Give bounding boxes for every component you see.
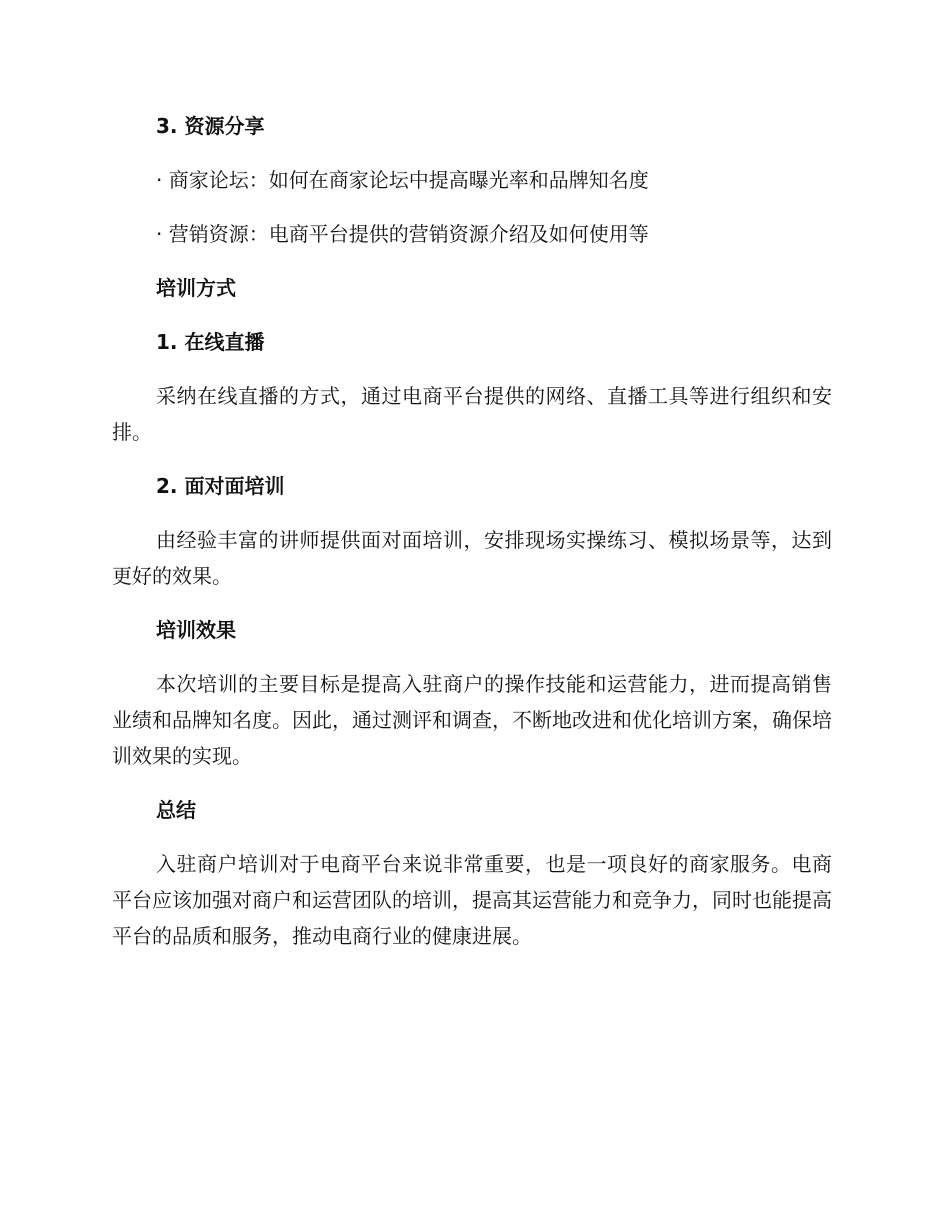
section-heading-training-method: 培训方式 (156, 276, 236, 300)
paragraph-training-effect: 本次培训的主要目标是提高入驻商户的操作技能和运营能力，进而提高销售业绩和品牌知名度。因此，通过测评和调查，不断地改进和优化培训方案，确保培训效果的实现。 (112, 672, 832, 768)
section-heading-resource-sharing: 3. 资源分享 (156, 114, 265, 138)
subheading-online-live: 1. 在线直播 (156, 330, 265, 354)
section-heading-training-effect: 培训效果 (156, 618, 236, 642)
subheading-face-to-face: 2. 面对面培训 (156, 474, 285, 498)
paragraph-online-live: 采纳在线直播的方式，通过电商平台提供的网络、直播工具等进行组织和安排。 (112, 384, 832, 444)
paragraph-summary: 入驻商户培训对于电商平台来说非常重要，也是一项良好的商家服务。电商平台应该加强对商户和运营团队的培训，提高其运营能力和竞争力，同时也能提高平台的品质和服务，推动电商行业的健康进展。 (112, 852, 832, 948)
paragraph-face-to-face: 由经验丰富的讲师提供面对面培训，安排现场实操练习、模拟场景等，达到更好的效果。 (112, 528, 832, 588)
document-body (112, 108, 832, 972)
bullet-merchant-forum: · 商家论坛：如何在商家论坛中提高曝光率和品牌知名度 (156, 168, 649, 192)
section-heading-summary: 总结 (156, 798, 196, 822)
bullet-marketing-resources: · 营销资源：电商平台提供的营销资源介绍及如何使用等 (156, 222, 649, 246)
